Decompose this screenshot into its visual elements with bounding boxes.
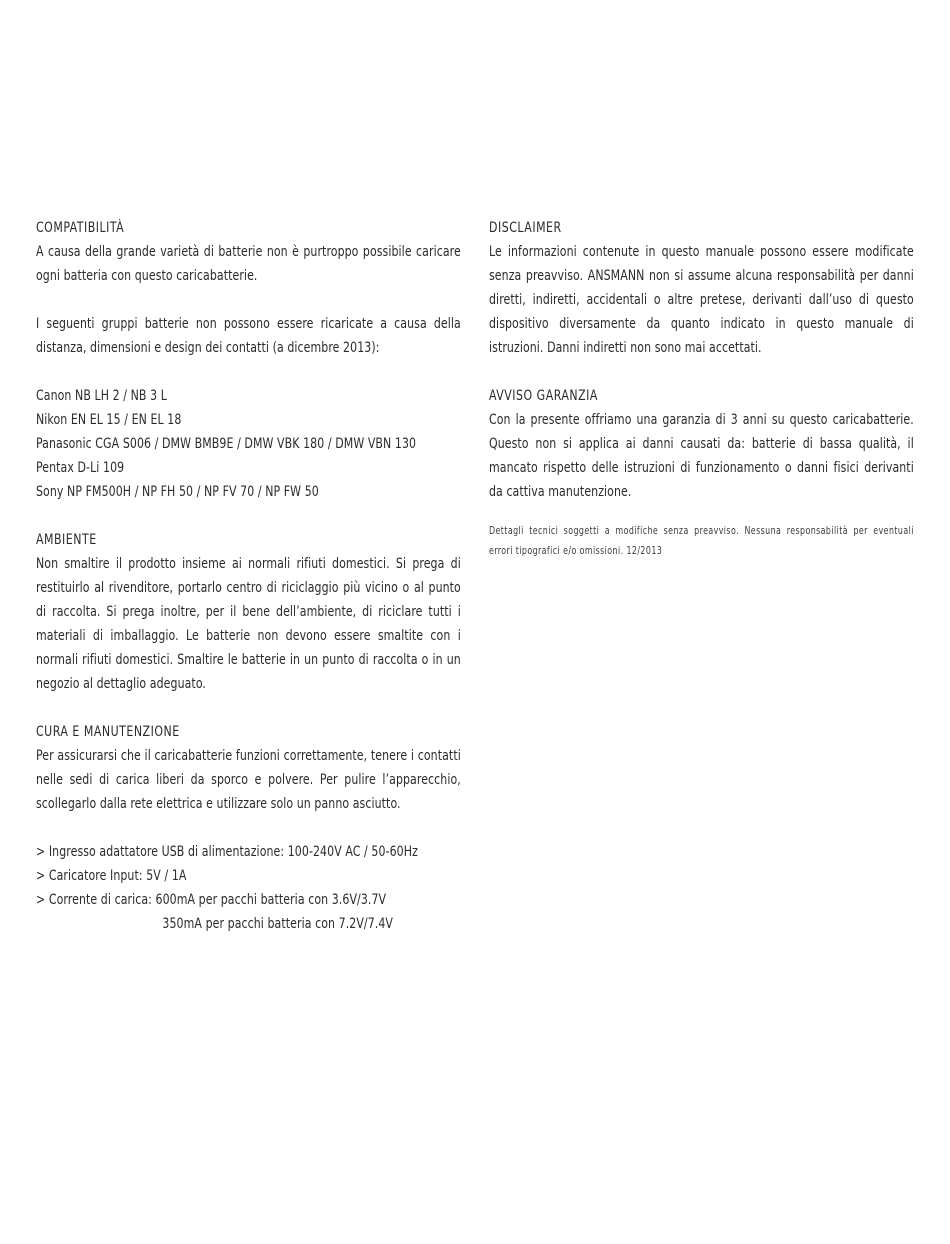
disclaimer-section [489, 216, 914, 360]
spec-charge-current: > Corrente di carica: 600mA per pacchi batteria con 3.6V/3.7V [36, 892, 387, 908]
warranty-section [489, 384, 914, 504]
compatibility-heading: COMPATIBILITÀ [36, 220, 125, 236]
disclaimer-text: Le informazioni contenute in questo manuale possono essere modificate senza preavviso. ANSMANN non si assume alcuna responsabilità per danni diretti, indiretti, accidentali o altre pretese, derivanti dall’uso di questo dispositivo diversamente da quanto indicato in questo manuale di istruzioni. Danni indiretti non sono mai accettati. [489, 244, 914, 356]
compatibility-exceptions: I seguenti gruppi batterie non possono essere ricaricate a causa della distanza, dimensioni e design dei contatti (a dicembre 2013): [36, 316, 461, 356]
environment-heading: AMBIENTE [36, 532, 97, 548]
list-item: Nikon EN EL 15 / EN EL 18 [36, 412, 182, 428]
right-column [489, 216, 914, 562]
compatibility-section [36, 216, 461, 504]
list-item: Sony NP FM500H / NP FH 50 / NP FV 70 / NP FW 50 [36, 484, 319, 500]
disclaimer-heading: DISCLAIMER [489, 220, 562, 236]
list-item: Panasonic CGA S006 / DMW BMB9E / DMW VBK 180 / DMW VBN 130 [36, 436, 417, 452]
spec-input: > Ingresso adattatore USB di alimentazione: 100-240V AC / 50-60Hz [36, 844, 418, 860]
technical-footnote: Dettagli tecnici soggetti a modifiche senza preavviso. Nessuna responsabilità per eventuali errori tipografici e/o omissioni. 12/2013 [489, 526, 914, 557]
list-item: Canon NB LH 2 / NB 3 L [36, 388, 167, 404]
list-item: Pentax D-Li 109 [36, 460, 125, 476]
environment-text: Non smaltire il prodotto insieme ai normali rifiuti domestici. Si prega di restituirlo al rivenditore, portarlo centro di riciclaggio più vicino o al punto di raccolta. Si prega inoltre, per il bene dell’ambiente, di riciclare tutti i materiali di imballaggio. Le batterie non devono essere smaltite con i normali rifiuti domestici. Smaltire le batterie in un punto di raccolta o in un negozio al dettaglio adeguato. [36, 556, 461, 692]
compatibility-intro: A causa della grande varietà di batterie non è purtroppo possibile caricare ogni batteria con questo caricabatterie. [36, 244, 461, 284]
warranty-heading: AVVISO GARANZIA [489, 388, 598, 404]
care-text: Per assicurarsi che il caricabatterie funzioni correttamente, tenere i contatti nelle sedi di carica liberi da sporco e polvere. Per pulire l’apparecchio, scollegarlo dalla rete elettrica e utilizzare solo un panno asciutto. [36, 748, 461, 812]
environment-section [36, 528, 461, 696]
spec-charge-current-alt: 350mA per pacchi batteria con 7.2V/7.4V [162, 916, 394, 932]
incompatible-battery-list [36, 384, 461, 504]
warranty-text: Con la presente offriamo una garanzia di 3 anni su questo caricabatterie. Questo non si applica ai danni causati da: batterie di bassa qualità, il mancato rispetto delle istruzioni di funzionamento o danni fisici derivanti da cattiva manutenzione. [489, 412, 914, 500]
spec-charger-input: > Caricatore Input: 5V / 1A [36, 868, 187, 884]
care-section [36, 720, 461, 816]
left-column [36, 216, 461, 936]
specs-section [36, 840, 461, 936]
care-heading: CURA E MANUTENZIONE [36, 724, 180, 740]
